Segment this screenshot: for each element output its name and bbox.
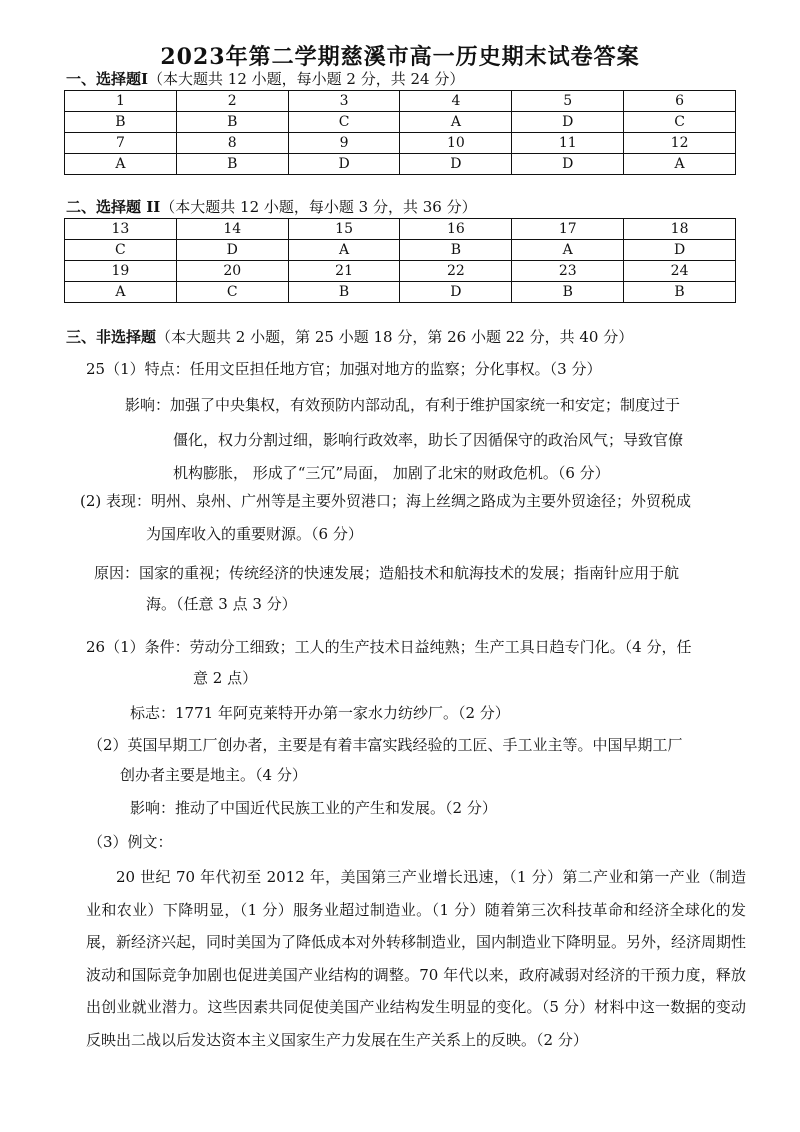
- section3-header: [66, 326, 633, 347]
- table-row: [65, 112, 736, 133]
- answer-line: （2）英国早期工厂创办者，主要是有着丰富实践经验的工匠、手工业主等。中国早期工厂: [88, 736, 683, 754]
- table-cell: 24: [624, 261, 736, 282]
- answer-line: 意 2 点）: [193, 669, 258, 687]
- table-cell: 4: [400, 91, 512, 112]
- table-cell: 15: [288, 219, 400, 240]
- table-cell: B: [288, 282, 400, 303]
- table-cell: D: [400, 154, 512, 175]
- table-row: [65, 240, 736, 261]
- table-cell: A: [624, 154, 736, 175]
- table-cell: B: [512, 282, 624, 303]
- table-row: [65, 219, 736, 240]
- answer-line: 原因：国家的重视；传统经济的快速发展；造船技术和航海技术的发展；指南针应用于航: [94, 564, 680, 582]
- table-cell: B: [400, 240, 512, 261]
- table-cell: 1: [65, 91, 177, 112]
- table-cell: 11: [512, 133, 624, 154]
- table-cell: 21: [288, 261, 400, 282]
- table-cell: 7: [65, 133, 177, 154]
- table-cell: C: [65, 240, 177, 261]
- table-cell: B: [624, 282, 736, 303]
- answer-line: 创办者主要是地主。（4 分）: [120, 766, 307, 784]
- section3-note: （本大题共 2 小题，第 25 小题 18 分，第 26 小题 22 分，共 40 分）: [156, 328, 634, 346]
- table-cell: C: [624, 112, 736, 133]
- answer-line: 僵化，权力分割过细，影响行政效率，助长了因循保守的政治风气；导致官僚: [173, 431, 684, 449]
- table-row: [65, 282, 736, 303]
- table-cell: 14: [176, 219, 288, 240]
- table-cell: D: [288, 154, 400, 175]
- answer-line: （3）例文：: [88, 833, 173, 851]
- section2-note: （本大题共 12 小题，每小题 3 分，共 36 分）: [160, 198, 477, 216]
- table-cell: 13: [65, 219, 177, 240]
- table-cell: 16: [400, 219, 512, 240]
- answer-line: 26（1）条件：劳动分工细致；工人的生产技术日益纯熟；生产工具日趋专门化。（4 分，任: [86, 638, 692, 656]
- answer-table-1: [64, 90, 736, 175]
- table-cell: 22: [400, 261, 512, 282]
- table-cell: 20: [176, 261, 288, 282]
- section3-heading: 三、非选择题: [66, 328, 157, 346]
- table-cell: B: [176, 112, 288, 133]
- answer-line: 影响：加强了中央集权，有效预防内部动乱，有利于维护国家统一和安定；制度过于: [125, 396, 681, 414]
- table-cell: D: [512, 112, 624, 133]
- table-cell: 5: [512, 91, 624, 112]
- table-cell: 23: [512, 261, 624, 282]
- table-cell: A: [512, 240, 624, 261]
- section1-note: （本大题共 12 小题，每小题 2 分，共 24 分）: [148, 70, 465, 88]
- section1-heading: 一、选择题Ⅰ: [66, 70, 149, 88]
- table-cell: 12: [624, 133, 736, 154]
- page-title: 2023年第二学期慈溪市高一历史期末试卷答案: [160, 44, 640, 70]
- section2-heading: 二、选择题 II: [66, 198, 161, 216]
- answer-line: 机构膨胀， 形成了“三冗”局面， 加剧了北宋的财政危机。（6 分）: [173, 464, 610, 482]
- table-row: [65, 91, 736, 112]
- table-cell: D: [400, 282, 512, 303]
- table-cell: D: [512, 154, 624, 175]
- answer-line: 为国库收入的重要财源。（6 分）: [146, 525, 363, 543]
- table-cell: B: [176, 154, 288, 175]
- answer-line: (2) 表现：明州、泉州、广州等是主要外贸港口；海上丝绸之路成为主要外贸途径；外贸税成: [80, 492, 692, 510]
- essay-text: 20 世纪 70 年代初至 2012 年，美国第三产业增长迅速，（1 分）第二产业和第一产业（制造业和农业）下降明显，（1 分）服务业超过制造业。（1 分）随着第三次科技革命和经济全球化的发展，新经济兴起，同时美国为了降低成本对外转移制造业，国内制造业下降明显。另外，经济周期性波动和国际竞争加剧也促进美国产业结构的调整。70 年代以来，政府减弱对经济的干预力度，释放出创业就业潜力。这些因素共同促使美国产业结构发生明显的变化。（5 分）材料中这一数据的变动反映出二战以后发达资本主义国家生产力发展在生产关系上的反映。（2 分）: [86, 868, 747, 1049]
- table-cell: 2: [176, 91, 288, 112]
- table-cell: C: [176, 282, 288, 303]
- table-cell: 19: [65, 261, 177, 282]
- table-cell: D: [176, 240, 288, 261]
- table-cell: 17: [512, 219, 624, 240]
- table-cell: A: [288, 240, 400, 261]
- table-row: [65, 261, 736, 282]
- section1-header: [66, 68, 464, 89]
- table-cell: B: [65, 112, 177, 133]
- table-cell: A: [400, 112, 512, 133]
- answer-line: 25（1）特点：任用文臣担任地方官；加强对地方的监察；分化事权。（3 分）: [86, 360, 602, 378]
- answer-line: 海。（任意 3 点 3 分）: [146, 595, 297, 613]
- table-cell: 18: [624, 219, 736, 240]
- table-cell: 8: [176, 133, 288, 154]
- table-cell: D: [624, 240, 736, 261]
- answer-line: 标志：1771 年阿克莱特开办第一家水力纺纱厂。（2 分）: [130, 704, 510, 722]
- table-cell: 10: [400, 133, 512, 154]
- table-row: [65, 154, 736, 175]
- answer-line: 影响：推动了中国近代民族工业的产生和发展。（2 分）: [130, 799, 497, 817]
- essay-paragraph: [86, 861, 746, 1056]
- table-cell: 3: [288, 91, 400, 112]
- table-cell: 6: [624, 91, 736, 112]
- table-cell: C: [288, 112, 400, 133]
- table-cell: 9: [288, 133, 400, 154]
- answer-table-2: [64, 218, 736, 303]
- table-row: [65, 133, 736, 154]
- table-cell: A: [65, 282, 177, 303]
- table-cell: A: [65, 154, 177, 175]
- section2-header: [66, 196, 477, 217]
